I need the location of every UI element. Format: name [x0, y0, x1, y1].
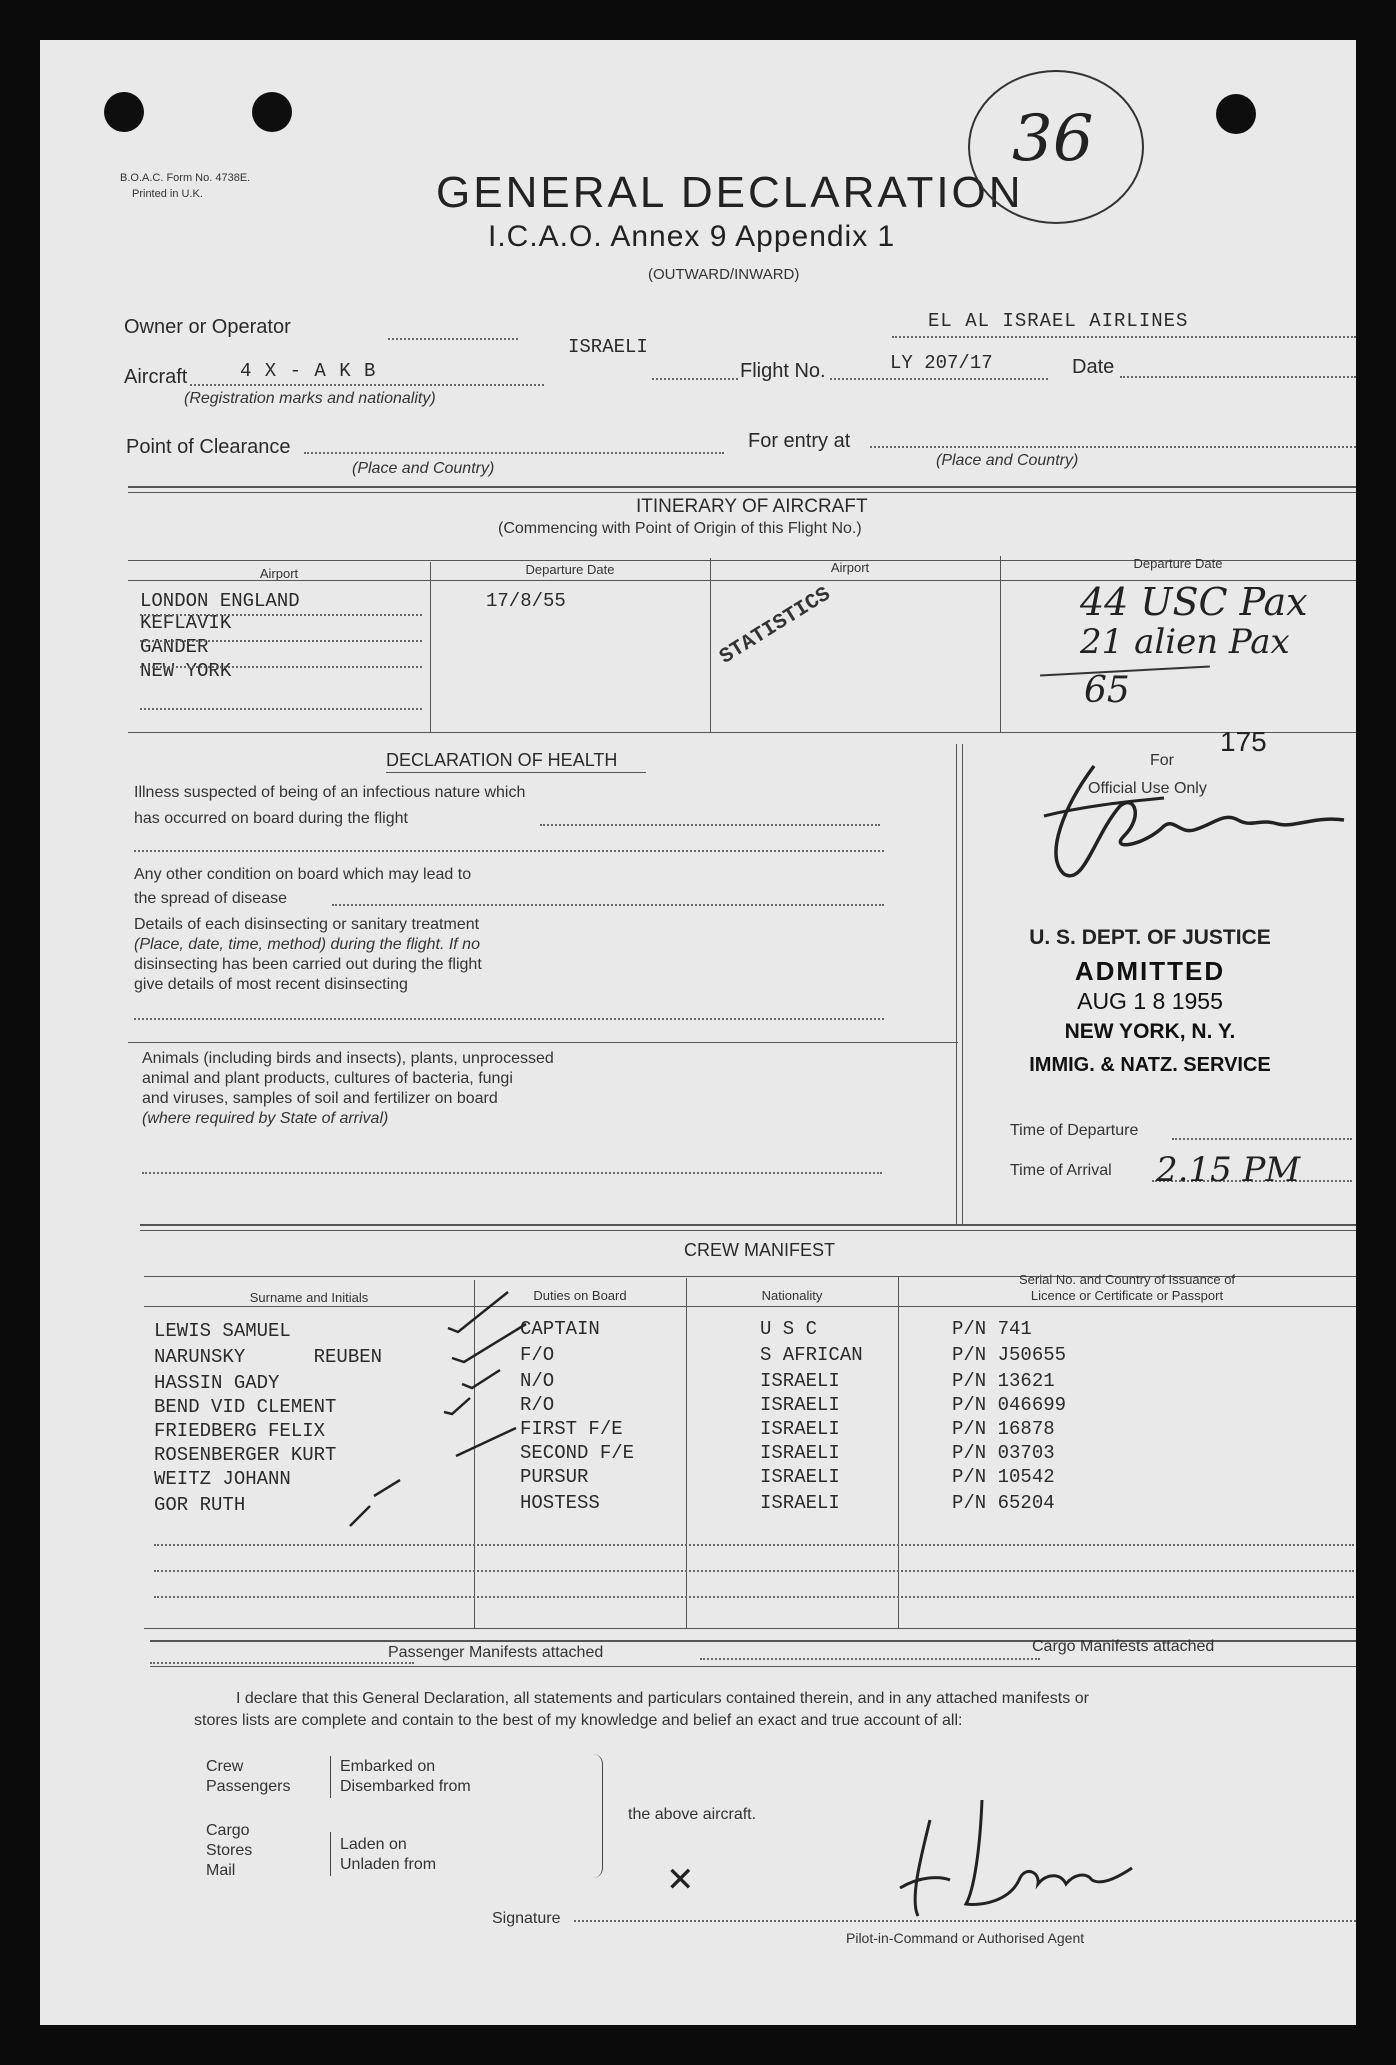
owner-line-right — [892, 336, 1356, 338]
health-divider — [956, 744, 957, 1224]
crew-blank-row-2 — [154, 1570, 1354, 1572]
clearance-line — [304, 452, 724, 454]
itinerary-airport-3: GANDER — [140, 636, 209, 658]
mail-label: Mail — [206, 1862, 236, 1879]
embarked-label: Embarked on — [340, 1758, 436, 1775]
health-title: DECLARATION OF HEALTH — [386, 750, 618, 770]
itinerary-airport-1: LONDON ENGLAND — [140, 590, 300, 612]
crew-name: NARUNSKY REUBEN — [154, 1346, 383, 1368]
crew-nationality: ISRAELI — [760, 1442, 840, 1464]
health-q3-answer-line — [134, 1018, 884, 1020]
health-q2-answer-line — [332, 904, 884, 906]
flight-value: LY 207/17 — [890, 352, 993, 374]
declaration-line-1: I declare that this General Declaration, all statements and particulars contained therein, and in any attached manifests or — [236, 1690, 1089, 1707]
punch-hole-right — [1216, 94, 1256, 134]
health-q4-rule — [128, 1042, 958, 1043]
health-q1-line2: has occurred on board during the flight — [134, 810, 408, 827]
x-mark: ✕ — [666, 1860, 695, 1900]
aircraft-line — [190, 384, 544, 386]
signature-label: Signature — [492, 1910, 561, 1927]
itinerary-title: ITINERARY OF AIRCRAFT — [636, 496, 868, 517]
note-alien-pax: 21 alien Pax — [1080, 622, 1290, 662]
crew-divider-2 — [686, 1278, 687, 1628]
manifests-rule-bottom — [150, 1666, 1356, 1667]
crew-col-name: Surname and Initials — [249, 1290, 369, 1305]
health-q2-line2: the spread of disease — [134, 890, 287, 907]
declaration-line-2: stores lists are complete and contain to the best of my knowledge and belief an exact and true account of all: — [194, 1712, 963, 1729]
bracket-cargo — [330, 1832, 339, 1876]
crew-duty: CAPTAIN — [520, 1318, 600, 1340]
crew-bottom — [144, 1628, 1356, 1629]
crew-duty: F/O — [520, 1344, 555, 1366]
crew-name: LEWIS SAMUEL — [154, 1320, 291, 1342]
laden-label: Laden on — [340, 1836, 407, 1853]
health-q4-line1: Animals (including birds and insects), plants, unprocessed — [142, 1050, 554, 1067]
crew-name: WEITZ JOHANN — [154, 1468, 291, 1490]
departure-time-label: Time of Departure — [1010, 1122, 1139, 1139]
page-title: GENERAL DECLARATION — [436, 168, 1024, 217]
crew-duty: FIRST F/E — [520, 1418, 623, 1440]
form-number: B.O.A.C. Form No. 4738E. — [120, 172, 251, 184]
crew-duty: PURSUR — [520, 1466, 589, 1488]
bracket-crew — [330, 1756, 339, 1798]
crew-nationality: U S C — [760, 1318, 818, 1340]
flight-line — [830, 378, 1048, 380]
statistics-stamp: STATISTICS — [716, 583, 836, 670]
date-label: Date — [1072, 356, 1115, 378]
date-line — [1120, 376, 1356, 378]
official-signature — [1024, 746, 1354, 896]
crew-name: GOR RUTH — [154, 1494, 246, 1516]
clearance-caption: (Place and Country) — [352, 460, 495, 477]
clearance-label: Point of Clearance — [126, 436, 291, 458]
itinerary-row-line-2 — [140, 640, 422, 642]
departure-time-line — [1172, 1138, 1352, 1140]
official-for-label: For — [1150, 752, 1174, 769]
passenger-manifest-line — [150, 1662, 414, 1664]
stamp-date: AUG 1 8 1955 — [1077, 988, 1223, 1014]
tick-marks — [340, 1280, 540, 1530]
crew-nationality: ISRAELI — [760, 1418, 840, 1440]
crew-nationality: ISRAELI — [760, 1466, 840, 1488]
stores-label: Stores — [206, 1842, 253, 1859]
owner-value: EL AL ISRAEL AIRLINES — [928, 310, 1189, 332]
printed-in: Printed in U.K. — [132, 188, 203, 200]
note-total: 65 — [1084, 670, 1130, 711]
crew-serial: P/N 046699 — [952, 1394, 1067, 1416]
crew-serial: P/N J50655 — [952, 1344, 1067, 1366]
itinerary-col-departure: Departure Date — [525, 562, 615, 577]
health-q3-line2: (Place, date, time, method) during the flight. If no — [134, 936, 480, 953]
itinerary-row-line-1 — [140, 614, 422, 616]
unladen-label: Unladen from — [340, 1856, 437, 1873]
crew-divider-3 — [898, 1276, 899, 1628]
health-q4-line4: (where required by State of arrival) — [142, 1110, 389, 1127]
crew-col-duty: Duties on Board — [533, 1288, 627, 1303]
health-q1-line-2 — [134, 850, 884, 852]
official-use-label: Official Use Only — [1088, 780, 1207, 797]
crew-serial: P/N 741 — [952, 1318, 1032, 1340]
health-q4-line3: and viruses, samples of soil and fertilizer on board — [142, 1090, 498, 1107]
crew-name: HASSIN GADY — [154, 1372, 280, 1394]
itinerary-col-airport: Airport — [259, 566, 299, 581]
health-q3-line4: give details of most recent disinsecting — [134, 976, 408, 993]
crew-name: ROSENBERGER KURT — [154, 1444, 337, 1466]
crew-col-nationality: Nationality — [761, 1288, 823, 1303]
health-q4-answer-line — [142, 1172, 882, 1174]
stamp-city: NEW YORK, N. Y. — [1064, 1020, 1236, 1043]
owner-line — [388, 338, 518, 340]
owner-label: Owner or Operator — [124, 316, 291, 338]
aircraft-label: Aircraft — [124, 366, 188, 388]
crew-duty: HOSTESS — [520, 1492, 600, 1514]
crew-label: Crew — [206, 1758, 244, 1775]
crew-blank-row-1 — [154, 1544, 1354, 1546]
health-q3-line1: Details of each disinsecting or sanitary treatment — [134, 916, 480, 933]
health-q1-line-1 — [540, 824, 880, 826]
crew-rule-top — [140, 1224, 1356, 1226]
itinerary-airport-2: KEFLAVIK — [140, 612, 232, 634]
health-q4-line2: animal and plant products, cultures of bacteria, fungi — [142, 1070, 513, 1087]
crew-blank-row-3 — [154, 1596, 1354, 1598]
entry-caption: (Place and Country) — [936, 452, 1079, 469]
note-usc-pax: 44 USC Pax — [1080, 580, 1308, 624]
disembarked-label: Disembarked from — [340, 1778, 471, 1795]
crew-serial: P/N 13621 — [952, 1370, 1055, 1392]
crew-duty: R/O — [520, 1394, 555, 1416]
itinerary-departure-date: 17/8/55 — [486, 590, 566, 612]
entry-line — [870, 446, 1356, 448]
aircraft-value: 4 X - A K B — [240, 360, 377, 382]
above-aircraft: the above aircraft. — [628, 1806, 757, 1823]
crew-serial: P/N 65204 — [952, 1492, 1055, 1514]
itinerary-divider-3 — [1000, 556, 1001, 732]
itinerary-col-airport-2: Airport — [830, 560, 870, 575]
registration-caption: (Registration marks and nationality) — [184, 390, 436, 407]
arrival-time-value: 2.15 PM — [1156, 1150, 1301, 1190]
stamp-dept: U. S. DEPT. OF JUSTICE — [1029, 926, 1271, 949]
punch-hole-left-2 — [252, 92, 292, 132]
crew-col-serial-1: Serial No. and Country of Issuance of — [1018, 1272, 1236, 1287]
crew-duty: SECOND F/E — [520, 1442, 635, 1464]
entry-label: For entry at — [748, 430, 851, 452]
crew-title: CREW MANIFEST — [684, 1240, 835, 1260]
health-q1-line1: Illness suspected of being of an infectious nature which — [134, 784, 526, 801]
itinerary-row-line-3 — [140, 666, 422, 668]
itinerary-col-departure-2: Departure Date — [1133, 556, 1223, 571]
nationality-line — [652, 378, 738, 380]
itinerary-airport-4: NEW YORK — [140, 660, 232, 682]
cargo-manifests: Cargo Manifests attached — [1032, 1638, 1215, 1655]
itinerary-bottom — [128, 732, 1356, 733]
itinerary-subtitle: (Commencing with Point of Origin of this Flight No.) — [498, 520, 862, 537]
health-title-underline — [386, 772, 646, 773]
stamp-service: IMMIG. & NATZ. SERVICE — [1029, 1054, 1271, 1076]
crew-nationality: ISRAELI — [760, 1394, 840, 1416]
signer-caption: Pilot-in-Command or Authorised Agent — [846, 1930, 1085, 1946]
bracket-large — [590, 1754, 603, 1878]
crew-nationality: ISRAELI — [760, 1370, 840, 1392]
passenger-manifests: Passenger Manifests attached — [388, 1644, 604, 1661]
crew-rule-top-2 — [140, 1230, 1356, 1231]
flight-label: Flight No. — [740, 360, 826, 382]
page-subtitle: I.C.A.O. Annex 9 Appendix 1 — [488, 220, 896, 253]
cargo-manifest-line — [700, 1658, 1040, 1660]
itinerary-row-line-4 — [140, 708, 422, 710]
crew-duty: N/O — [520, 1370, 555, 1392]
stamp-admitted: ADMITTED — [1074, 956, 1226, 986]
direction-caption: (OUTWARD/INWARD) — [648, 266, 800, 283]
itinerary-divider-1 — [430, 562, 431, 732]
crew-nationality: S AFRICAN — [760, 1344, 863, 1366]
itinerary-rule-top — [128, 486, 1356, 488]
declaration-form — [40, 40, 1356, 2025]
crew-name: FRIEDBERG FELIX — [154, 1420, 326, 1442]
crew-serial: P/N 03703 — [952, 1442, 1055, 1464]
crew-header-bottom — [144, 1306, 1356, 1307]
crew-col-serial-2: Licence or Certificate or Passport — [1030, 1288, 1224, 1303]
official-number: 175 — [1220, 726, 1267, 757]
pilot-signature — [870, 1780, 1150, 1930]
crew-serial: P/N 10542 — [952, 1466, 1055, 1488]
crew-name: BEND VID CLEMENT — [154, 1396, 337, 1418]
health-q3-line3: disinsecting has been carried out during the flight — [134, 956, 482, 973]
cargo-label: Cargo — [206, 1822, 250, 1839]
itinerary-divider-2 — [710, 558, 711, 732]
crew-serial: P/N 16878 — [952, 1418, 1055, 1440]
page-number: 36 — [1012, 102, 1094, 176]
nationality-value: ISRAELI — [568, 336, 648, 358]
passengers-label: Passengers — [206, 1778, 291, 1795]
itinerary-rule-top-2 — [128, 492, 1356, 493]
health-q2-line1: Any other condition on board which may lead to — [134, 866, 472, 883]
punch-hole-left-1 — [104, 92, 144, 132]
arrival-time-label: Time of Arrival — [1010, 1162, 1112, 1179]
crew-nationality: ISRAELI — [760, 1492, 840, 1514]
